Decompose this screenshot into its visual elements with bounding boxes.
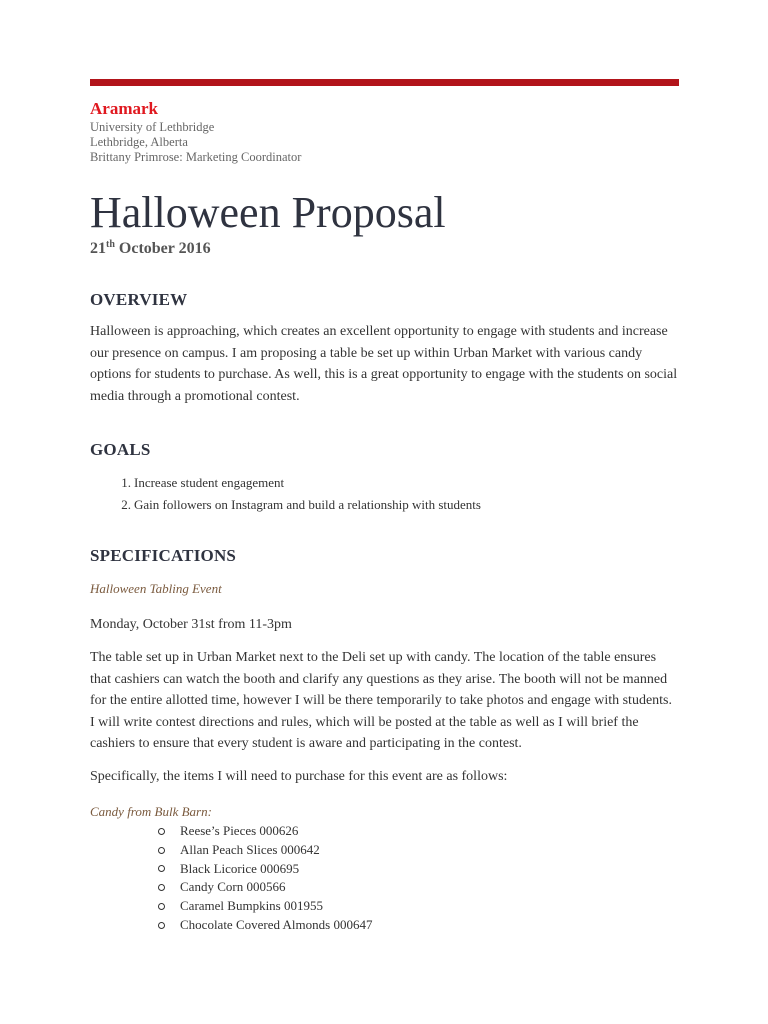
candy-item-text: Caramel Bumpkins 001955 (180, 898, 323, 914)
event-time: Monday, October 31st from 11-3pm (90, 617, 292, 632)
candy-label: Candy from Bulk Barn: (90, 804, 212, 819)
bullet-icon (158, 884, 165, 891)
bullet-icon (158, 865, 165, 872)
bullet-icon (158, 922, 165, 929)
candy-item-text: Black Licorice 000695 (180, 860, 300, 876)
items-intro: Specifically, the items I will need to purchase for this event are as follows: (90, 769, 508, 784)
candy-item-text: Candy Corn 000566 (180, 879, 286, 895)
org-name: Aramark (90, 99, 158, 118)
specifications-paragraph: The table set up in Urban Market next to the Deli set up with candy. The location of the table ensures that cashiers can watch the booth and clarify any questions as they arise. The booth will not be manned for the entire allotted time, however I will be there temporarily to take photos and engage with students. I will write contest directions and rules, which will be posted at the table as well as I will brief the cashiers to ensure that every student is aware and participating in the contest. (90, 650, 672, 751)
bullet-icon (158, 903, 165, 910)
date-suffix: th (106, 239, 115, 250)
candy-item-text: Allan Peach Slices 000642 (180, 841, 320, 857)
overview-paragraph: Halloween is approaching, which creates an excellent opportunity to engage with students and increase our presence on campus. I am proposing a table be set up within Urban Market with various candy options for students to purchase. As well, this is a great opportunity to engage with the students on social media through a promotional contest. (90, 324, 678, 404)
candy-list (158, 822, 372, 935)
candy-item-text: Reese’s Pieces 000626 (180, 823, 299, 838)
goal-number: 2. (121, 497, 131, 512)
org-line-university: University of Lethbridge (90, 120, 215, 134)
org-line-contact: Brittany Primrose: Marketing Coordinator (90, 150, 302, 164)
list-item (158, 841, 372, 860)
candy-item-text: Chocolate Covered Almonds 000647 (180, 916, 373, 932)
goal-item (90, 494, 481, 516)
specifications-heading: SPECIFICATIONS (90, 546, 237, 565)
list-item (158, 860, 372, 879)
document-title: Halloween Proposal (90, 188, 446, 237)
goals-heading: GOALS (90, 440, 151, 459)
goals-list (90, 472, 481, 516)
event-name: Halloween Tabling Event (90, 581, 222, 596)
goal-item (90, 472, 481, 494)
header-rule (90, 79, 679, 86)
org-line-city: Lethbridge, Alberta (90, 135, 188, 149)
list-item (158, 822, 372, 841)
goal-number: 1. (121, 475, 131, 490)
list-item (158, 878, 372, 897)
goal-text: Gain followers on Instagram and build a relationship with students (134, 497, 481, 512)
list-item (158, 897, 372, 916)
bullet-icon (158, 828, 165, 835)
document-date (90, 240, 211, 258)
date-rest: October 2016 (114, 240, 211, 257)
list-item (158, 916, 372, 935)
bullet-icon (158, 847, 165, 854)
overview-heading: OVERVIEW (90, 290, 188, 309)
goal-text: Increase student engagement (134, 475, 285, 490)
date-day: 21 (90, 240, 106, 257)
